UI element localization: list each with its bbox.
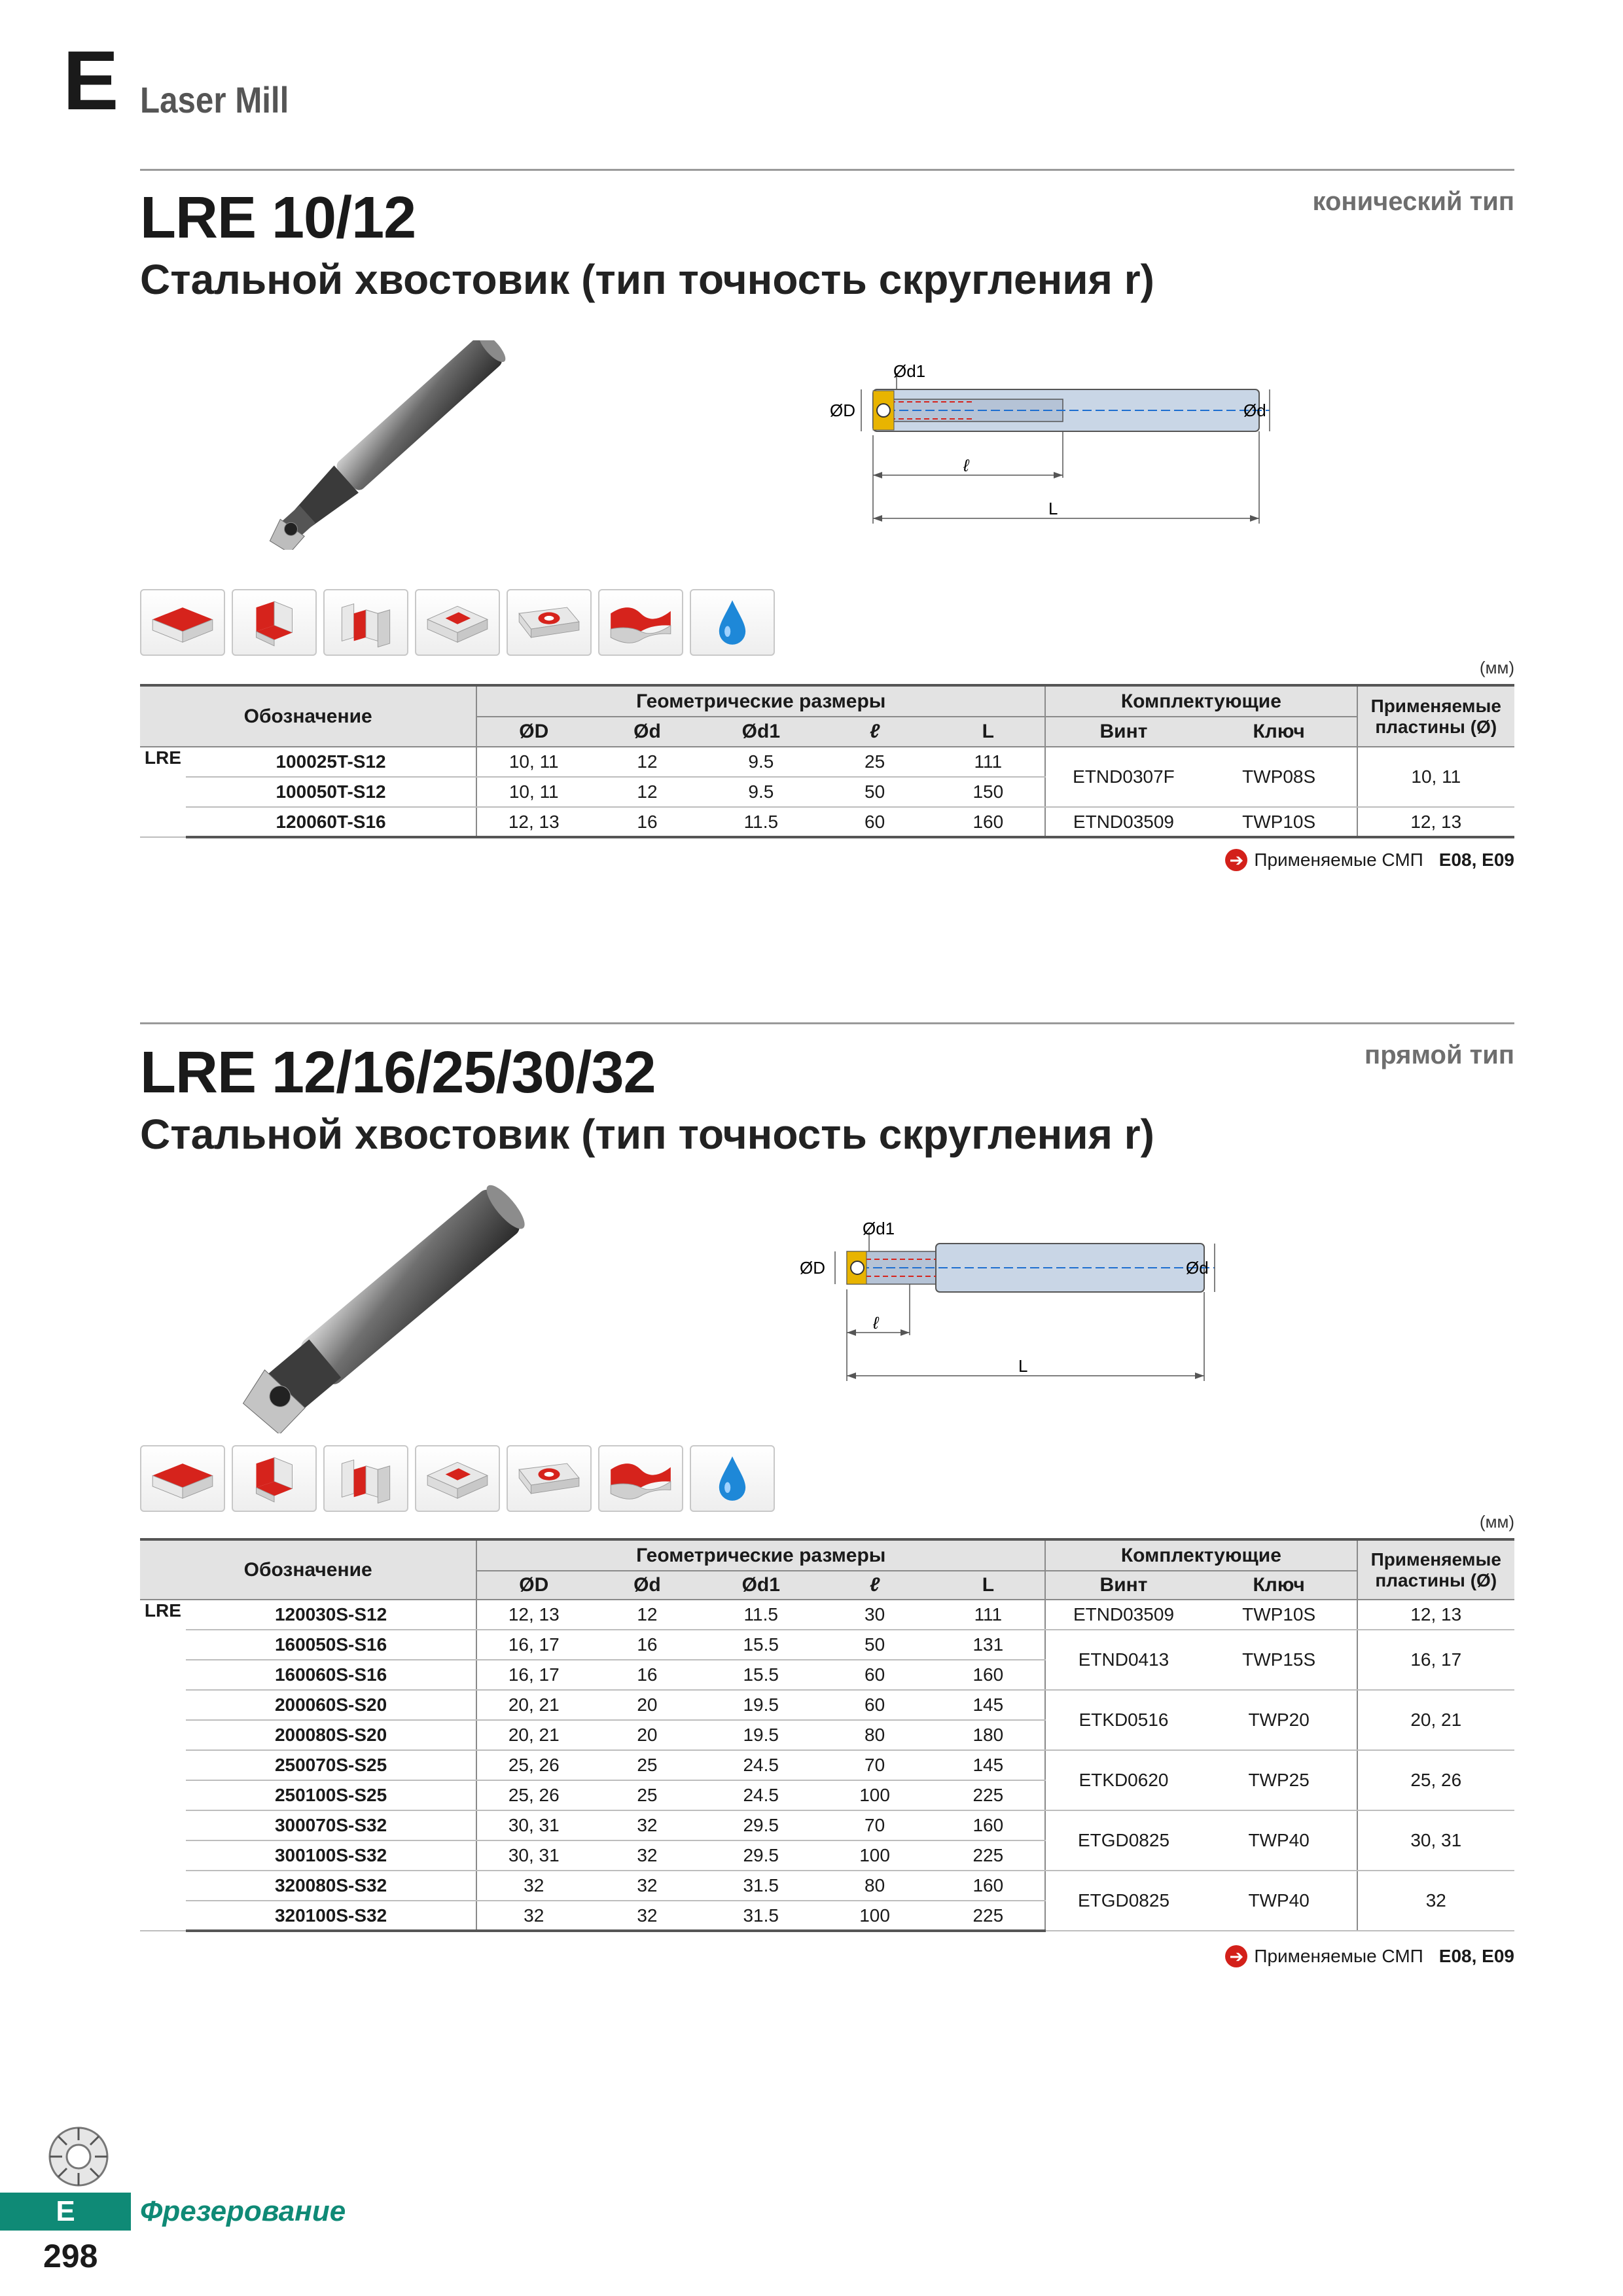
section-divider (140, 169, 1514, 171)
cell-L: 160 (931, 1810, 1045, 1840)
tool-photo (216, 1185, 556, 1433)
header-d: Ød (590, 717, 704, 747)
milling-cutter-icon (39, 2121, 118, 2193)
table-row (140, 747, 1514, 777)
cell-d: 25 (590, 1750, 704, 1780)
cell-l: 100 (818, 1780, 932, 1810)
product-subtitle: Стальной хвостовик (тип точность скругления r) (140, 256, 1154, 303)
cell-d: 12 (590, 1600, 704, 1630)
section-badge: E (0, 2193, 131, 2231)
cell-D: 30, 31 (476, 1810, 590, 1840)
arrow-right-icon: ➔ (1225, 1945, 1247, 1967)
cell-l: 60 (818, 1660, 932, 1690)
cell-inserts: 25, 26 (1357, 1750, 1514, 1810)
face-milling-icon (140, 1445, 225, 1512)
cell-L: 160 (931, 1871, 1045, 1901)
applicable-inserts-label: Применяемые СМП (1254, 850, 1423, 870)
arrow-right-icon: ➔ (1225, 849, 1247, 871)
cell-key: TWP20 (1202, 1690, 1357, 1750)
cell-inserts: 20, 21 (1357, 1690, 1514, 1750)
coolant-icon (690, 589, 775, 656)
section-name: Laser Mill (140, 79, 289, 120)
inserts-header: Применяемые пластины (Ø) (1357, 1539, 1514, 1600)
cell-d1: 31.5 (704, 1901, 818, 1931)
cell-screw: ETND03509 (1045, 807, 1202, 837)
cell-d1: 9.5 (704, 777, 818, 807)
cell-D: 30, 31 (476, 1840, 590, 1871)
spec-table (140, 684, 1514, 838)
header-D: ØD (476, 717, 590, 747)
cell-L: 150 (931, 777, 1045, 807)
type-label: прямой тип (1364, 1041, 1514, 1069)
cell-L: 111 (931, 1600, 1045, 1630)
product-title: LRE 12/16/25/30/32 (140, 1040, 656, 1105)
cell-L: 225 (931, 1780, 1045, 1810)
page-number: 298 (43, 2238, 98, 2274)
header-screw: Винт (1045, 717, 1202, 747)
applicable-inserts-refs: E08, E09 (1438, 850, 1514, 870)
header-D: ØD (476, 1571, 590, 1600)
header-screw: Винт (1045, 1571, 1202, 1600)
3d-profiling-icon (598, 1445, 683, 1512)
table-row (140, 807, 1514, 837)
cell-D: 12, 13 (476, 807, 590, 837)
drawing-label-D: ØD (800, 1258, 825, 1278)
cell-d: 20 (590, 1720, 704, 1750)
product-code: 200080S-S20 (186, 1720, 477, 1750)
shoulder-milling-icon (232, 1445, 317, 1512)
header-d1: Ød1 (704, 717, 818, 747)
components-header: Комплектующие (1045, 685, 1357, 717)
cell-d: 32 (590, 1901, 704, 1931)
cell-key: TWP10S (1202, 1600, 1357, 1630)
designation-header: Обозначение (140, 685, 476, 747)
applicable-inserts-refs: E08, E09 (1438, 1946, 1514, 1966)
dimension-drawing (818, 360, 1302, 530)
cell-l: 100 (818, 1840, 932, 1871)
cell-l: 70 (818, 1810, 932, 1840)
drawing-label-d1: Ød1 (863, 1219, 895, 1238)
cell-L: 160 (931, 1660, 1045, 1690)
pocketing-icon (415, 589, 500, 656)
cell-inserts: 12, 13 (1357, 1600, 1514, 1630)
header-key: Ключ (1202, 1571, 1357, 1600)
cell-l: 30 (818, 1600, 932, 1630)
chapter-label: Фрезерование (140, 2195, 346, 2227)
cell-d: 32 (590, 1871, 704, 1901)
cell-D: 10, 11 (476, 777, 590, 807)
product-subtitle: Стальной хвостовик (тип точность скругления r) (140, 1111, 1154, 1158)
drawing-label-d1: Ød1 (893, 361, 926, 381)
drawing-label-l: ℓ (873, 1313, 879, 1333)
cell-L: 145 (931, 1750, 1045, 1780)
3d-profiling-icon (598, 589, 683, 656)
spec-table (140, 1538, 1514, 1932)
coolant-icon (690, 1445, 775, 1512)
drawing-label-d: Ød (1186, 1258, 1209, 1278)
header-d1: Ød1 (704, 1571, 818, 1600)
hole-milling-icon (507, 589, 592, 656)
slotting-icon (323, 1445, 408, 1512)
table-row (140, 1630, 1514, 1660)
cell-D: 20, 21 (476, 1690, 590, 1720)
drawing-label-L: L (1018, 1356, 1028, 1376)
product-code: 320100S-S32 (186, 1901, 477, 1931)
product-code: 200060S-S20 (186, 1690, 477, 1720)
cell-d1: 11.5 (704, 1600, 818, 1630)
cell-D: 25, 26 (476, 1780, 590, 1810)
header-l: ℓ (818, 717, 932, 747)
cell-d: 12 (590, 777, 704, 807)
table-row (140, 1750, 1514, 1780)
cell-inserts: 10, 11 (1357, 747, 1514, 807)
header-key: Ключ (1202, 717, 1357, 747)
product-code: 160050S-S16 (186, 1630, 477, 1660)
hole-milling-icon (507, 1445, 592, 1512)
tool-photo (236, 340, 537, 550)
cell-d: 16 (590, 1630, 704, 1660)
group-label: LRE (140, 1600, 186, 1931)
cell-screw: ETND0413 (1045, 1630, 1202, 1690)
table-row (140, 1600, 1514, 1630)
group-label: LRE (140, 747, 186, 837)
designation-header: Обозначение (140, 1539, 476, 1600)
drawing-label-D: ØD (830, 401, 855, 420)
cell-d1: 31.5 (704, 1871, 818, 1901)
cell-D: 32 (476, 1901, 590, 1931)
cell-inserts: 16, 17 (1357, 1630, 1514, 1690)
cell-d1: 19.5 (704, 1720, 818, 1750)
cell-screw: ETGD0825 (1045, 1810, 1202, 1871)
cell-d1: 29.5 (704, 1840, 818, 1871)
cell-d: 32 (590, 1840, 704, 1871)
cell-key: TWP25 (1202, 1750, 1357, 1810)
cell-screw: ETGD0825 (1045, 1871, 1202, 1931)
product-code: 120030S-S12 (186, 1600, 477, 1630)
cell-d1: 9.5 (704, 747, 818, 777)
cell-d1: 19.5 (704, 1690, 818, 1720)
section-divider (140, 1022, 1514, 1024)
cell-l: 60 (818, 1690, 932, 1720)
geometry-header: Геометрические размеры (476, 685, 1045, 717)
cell-inserts: 30, 31 (1357, 1810, 1514, 1871)
geometry-header: Геометрические размеры (476, 1539, 1045, 1571)
cell-d1: 15.5 (704, 1660, 818, 1690)
cell-l: 80 (818, 1720, 932, 1750)
cell-key: TWP10S (1202, 807, 1357, 837)
cell-d: 32 (590, 1810, 704, 1840)
header-d: Ød (590, 1571, 704, 1600)
cell-screw: ETND03509 (1045, 1600, 1202, 1630)
drawing-label-d: Ød (1243, 401, 1266, 420)
product-title: LRE 10/12 (140, 185, 416, 251)
components-header: Комплектующие (1045, 1539, 1357, 1571)
table-row (140, 1690, 1514, 1720)
product-code: 100025T-S12 (186, 747, 477, 777)
product-code: 320080S-S32 (186, 1871, 477, 1901)
pocketing-icon (415, 1445, 500, 1512)
units-label: (мм) (1479, 1512, 1514, 1532)
cell-l: 25 (818, 747, 932, 777)
header-L: L (931, 1571, 1045, 1600)
cell-d1: 24.5 (704, 1780, 818, 1810)
application-icons (140, 1445, 775, 1512)
cell-D: 10, 11 (476, 747, 590, 777)
cell-l: 70 (818, 1750, 932, 1780)
cell-d: 16 (590, 807, 704, 837)
cell-key: TWP15S (1202, 1630, 1357, 1690)
cell-d1: 11.5 (704, 807, 818, 837)
cell-key: TWP40 (1202, 1871, 1357, 1931)
cell-l: 50 (818, 1630, 932, 1660)
applicable-inserts-link[interactable] (1225, 849, 1514, 871)
inserts-header: Применяемые пластины (Ø) (1357, 685, 1514, 747)
applicable-inserts-label: Применяемые СМП (1254, 1946, 1423, 1966)
cell-d: 20 (590, 1690, 704, 1720)
dimension-drawing (785, 1217, 1230, 1388)
cell-L: 225 (931, 1901, 1045, 1931)
face-milling-icon (140, 589, 225, 656)
cell-D: 16, 17 (476, 1630, 590, 1660)
table-row (140, 1871, 1514, 1901)
cell-L: 145 (931, 1690, 1045, 1720)
cell-L: 160 (931, 807, 1045, 837)
product-code: 160060S-S16 (186, 1660, 477, 1690)
cell-L: 180 (931, 1720, 1045, 1750)
cell-d1: 29.5 (704, 1810, 818, 1840)
cell-D: 12, 13 (476, 1600, 590, 1630)
cell-inserts: 12, 13 (1357, 807, 1514, 837)
cell-d: 25 (590, 1780, 704, 1810)
product-code: 250100S-S25 (186, 1780, 477, 1810)
cell-l: 50 (818, 777, 932, 807)
cell-D: 20, 21 (476, 1720, 590, 1750)
cell-L: 131 (931, 1630, 1045, 1660)
cell-d1: 24.5 (704, 1750, 818, 1780)
cell-L: 111 (931, 747, 1045, 777)
product-code: 120060T-S16 (186, 807, 477, 837)
cell-screw: ETKD0516 (1045, 1690, 1202, 1750)
application-icons (140, 589, 775, 656)
product-code: 300100S-S32 (186, 1840, 477, 1871)
cell-d1: 15.5 (704, 1630, 818, 1660)
applicable-inserts-link[interactable] (1225, 1945, 1514, 1967)
cell-l: 60 (818, 807, 932, 837)
slotting-icon (323, 589, 408, 656)
header-L: L (931, 717, 1045, 747)
table-row (140, 1810, 1514, 1840)
header-l: ℓ (818, 1571, 932, 1600)
cell-l: 80 (818, 1871, 932, 1901)
cell-L: 225 (931, 1840, 1045, 1871)
cell-key: TWP40 (1202, 1810, 1357, 1871)
cell-key: TWP08S (1202, 747, 1357, 807)
product-code: 300070S-S32 (186, 1810, 477, 1840)
cell-screw: ETND0307F (1045, 747, 1202, 807)
cell-d: 12 (590, 747, 704, 777)
cell-screw: ETKD0620 (1045, 1750, 1202, 1810)
shoulder-milling-icon (232, 589, 317, 656)
drawing-label-L: L (1048, 499, 1058, 518)
cell-l: 100 (818, 1901, 932, 1931)
cell-d: 16 (590, 1660, 704, 1690)
product-code: 250070S-S25 (186, 1750, 477, 1780)
drawing-label-l: ℓ (963, 456, 969, 475)
type-label: конический тип (1312, 187, 1514, 216)
cell-D: 16, 17 (476, 1660, 590, 1690)
cell-inserts: 32 (1357, 1871, 1514, 1931)
units-label: (мм) (1479, 658, 1514, 677)
cell-D: 32 (476, 1871, 590, 1901)
section-letter: E (63, 34, 119, 128)
cell-D: 25, 26 (476, 1750, 590, 1780)
product-code: 100050T-S12 (186, 777, 477, 807)
